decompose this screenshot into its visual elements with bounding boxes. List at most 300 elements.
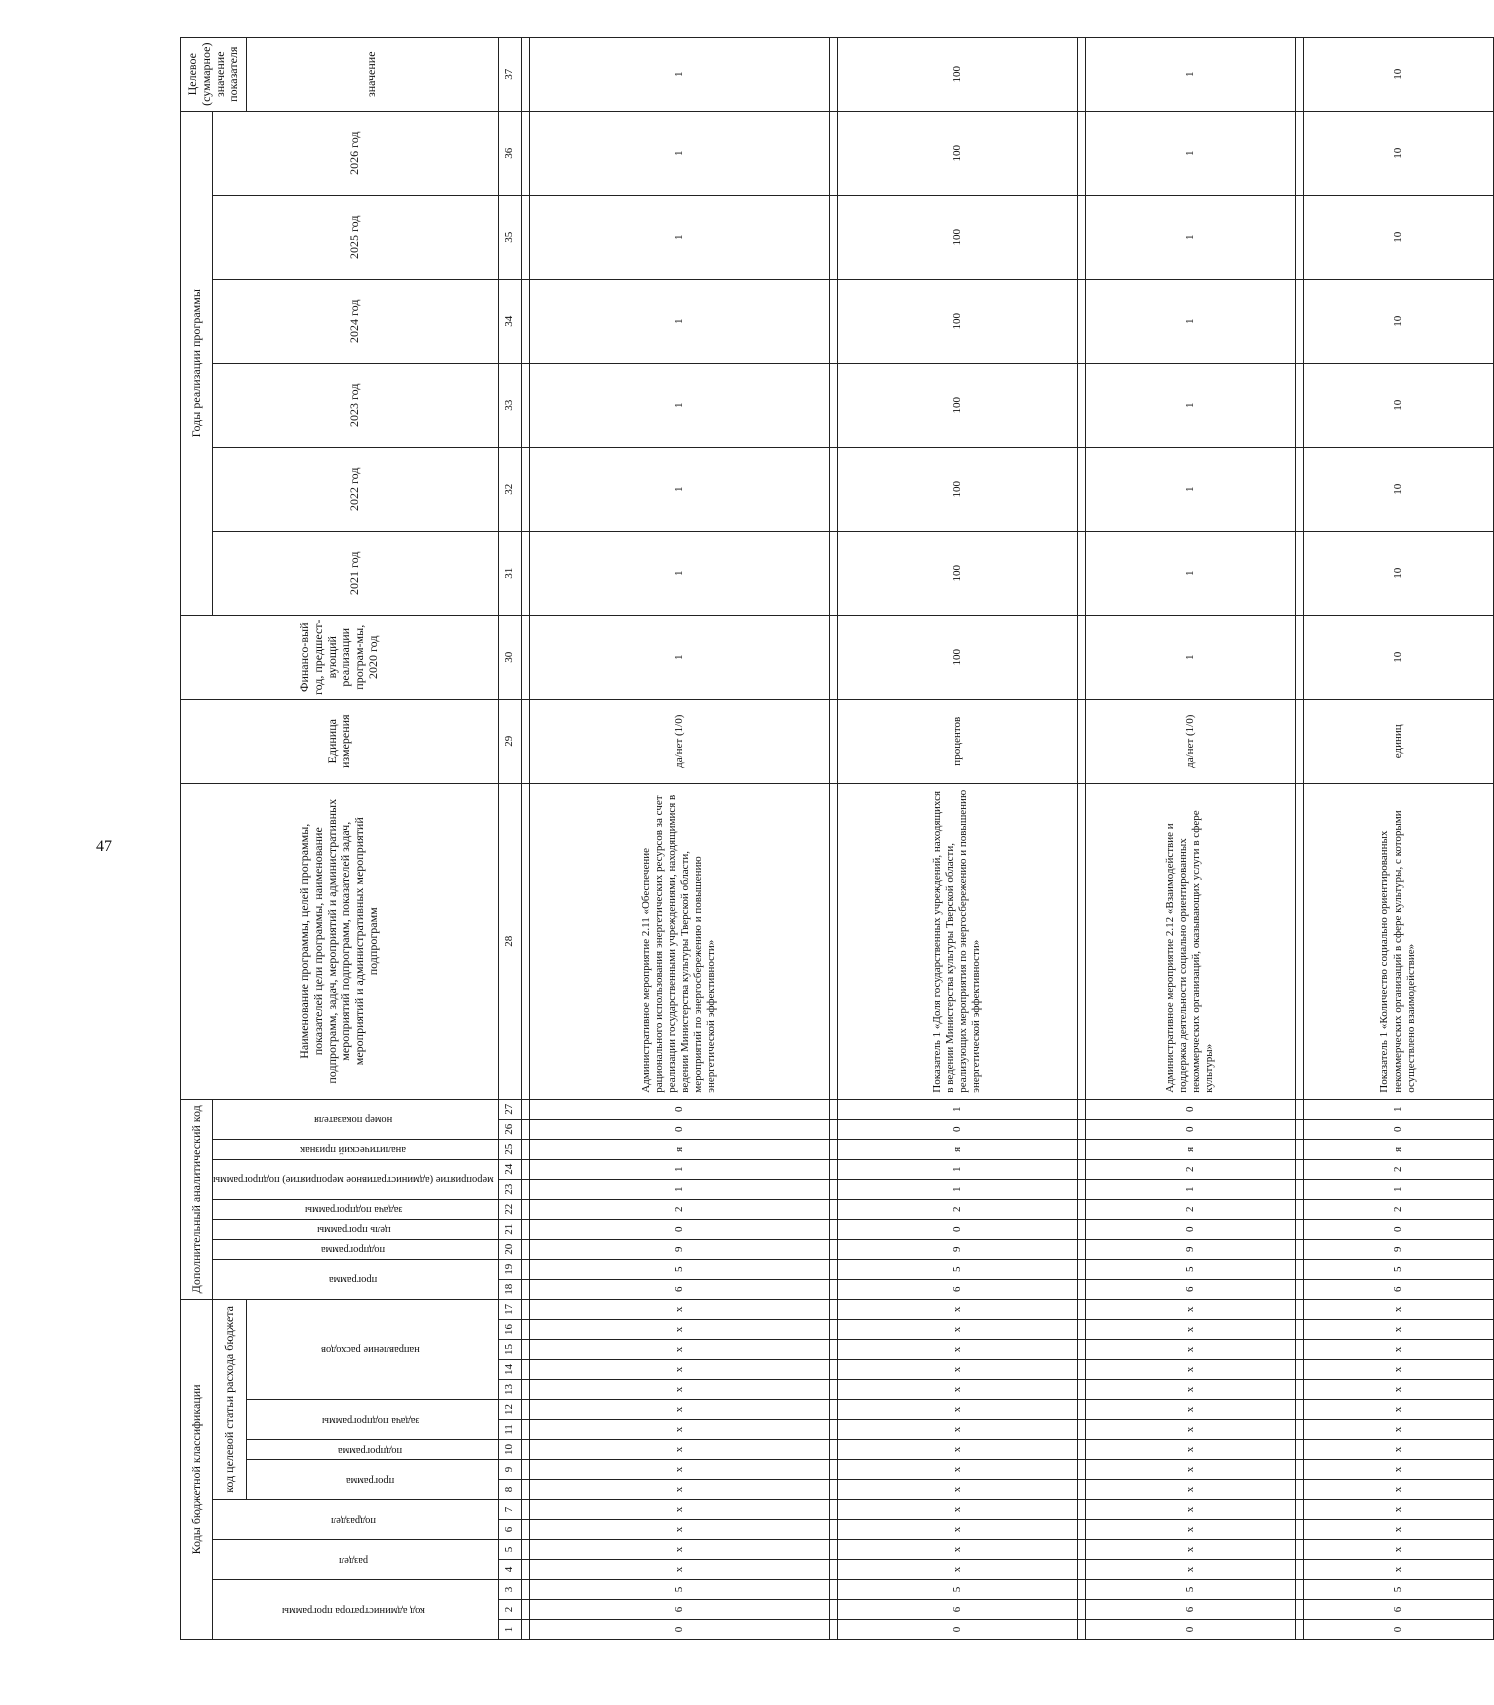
program-indicators-table [180, 37, 1494, 1640]
code-cell: x [837, 1540, 1077, 1560]
row-name: Административное мероприятие 2.12 «Взаимодействие и поддержка деятельности социально ориентированных некоммерческих организаций, оказывающих услуги в сфере культуры» [1085, 783, 1295, 1099]
spacer-cell [1077, 195, 1085, 279]
spacer-cell [1077, 279, 1085, 363]
spacer-cell [521, 1560, 529, 1580]
code-cell: x [1303, 1540, 1493, 1560]
code-cell: x [1303, 1560, 1493, 1580]
spacer-cell [521, 1340, 529, 1360]
spacer-cell [521, 37, 529, 111]
spacer-cell [829, 1580, 837, 1600]
code-cell: 6 [529, 1600, 829, 1620]
value-cell: 100 [837, 615, 1077, 699]
column-number: 32 [498, 447, 521, 531]
code-cell: x [837, 1460, 1077, 1480]
column-number: 5 [498, 1540, 521, 1560]
spacer-cell [829, 1460, 837, 1480]
spacer-cell [829, 1380, 837, 1400]
value-cell: 1 [1085, 531, 1295, 615]
code-cell: 0 [529, 1219, 829, 1239]
spacer-cell [829, 1199, 837, 1219]
value-cell: 1 [529, 111, 829, 195]
spacer-cell [829, 1159, 837, 1179]
column-number: 36 [498, 111, 521, 195]
spacer-cell [829, 1299, 837, 1319]
spacer-cell [521, 1480, 529, 1500]
value-cell: 100 [837, 447, 1077, 531]
column-numbers-row [498, 37, 521, 1639]
spacer-cell [1077, 1320, 1085, 1340]
target-header: Целевое (суммарное) значение показателя [181, 37, 247, 111]
a-subprogram-task-header: задача подпрограммы [213, 1199, 499, 1219]
code-cell: x [1303, 1360, 1493, 1380]
column-number: 15 [498, 1340, 521, 1360]
row-spacer [521, 37, 529, 1639]
code-cell: 6 [1303, 1600, 1493, 1620]
row-name: Административное мероприятие 2.11 «Обеспечение рационального использования энергетических ресурсов за счет реализации государственными учреждениями, находящимися в ведении Министерства культуры Тверской области, мероприятий по энергосбережению и повышению энергетической эффективности» [529, 783, 829, 1099]
code-cell: x [1085, 1320, 1295, 1340]
spacer-cell [1077, 1239, 1085, 1259]
spacer-cell [521, 1440, 529, 1460]
code-cell: 0 [1085, 1119, 1295, 1139]
code-cell: x [1085, 1520, 1295, 1540]
value-cell: 100 [837, 363, 1077, 447]
a-program-goal-header: цель программы [213, 1219, 499, 1239]
code-cell: x [1085, 1560, 1295, 1580]
spacer-cell [521, 1179, 529, 1199]
row-unit: процентов [837, 699, 1077, 783]
code-cell: 0 [529, 1620, 829, 1640]
code-cell: 6 [1085, 1279, 1295, 1299]
code-cell: x [529, 1400, 829, 1420]
code-cell: я [837, 1139, 1077, 1159]
spacer-cell [521, 1119, 529, 1139]
spacer-cell [521, 1400, 529, 1420]
a-indicator-no-header: номер показателя [213, 1099, 499, 1139]
spacer-cell [1295, 1340, 1303, 1360]
column-number: 4 [498, 1560, 521, 1580]
spacer-cell [521, 363, 529, 447]
value-cell: 1 [1085, 37, 1295, 111]
code-cell: 1 [1303, 1179, 1493, 1199]
spacer-cell [1077, 1380, 1085, 1400]
column-number: 24 [498, 1159, 521, 1179]
spacer-cell [829, 1500, 837, 1520]
code-cell: x [1303, 1480, 1493, 1500]
code-cell: x [837, 1500, 1077, 1520]
spacer-cell [829, 1099, 837, 1119]
spacer-cell [1077, 1139, 1085, 1159]
code-cell: 6 [1303, 1279, 1493, 1299]
code-cell: 0 [1303, 1219, 1493, 1239]
spacer-cell [829, 1279, 837, 1299]
code-cell: x [837, 1480, 1077, 1500]
table-row [529, 37, 829, 1639]
spacer-cell [1295, 1560, 1303, 1580]
code-cell: 1 [529, 1159, 829, 1179]
spacer-cell [1077, 1420, 1085, 1440]
year-header-2022: 2022 год [213, 447, 499, 531]
spacer-cell [1077, 1360, 1085, 1380]
code-cell: 0 [1085, 1620, 1295, 1640]
data-rows [521, 37, 1493, 1639]
spacer-cell [1295, 363, 1303, 447]
spacer-cell [521, 1380, 529, 1400]
spacer-cell [1077, 1580, 1085, 1600]
a-program-header: программа [213, 1259, 499, 1299]
column-number: 14 [498, 1360, 521, 1380]
spacer-cell [1077, 1099, 1085, 1119]
code-cell: 5 [1303, 1580, 1493, 1600]
spacer-cell [829, 1179, 837, 1199]
code-cell: x [837, 1400, 1077, 1420]
column-number: 37 [498, 37, 521, 111]
value-cell: 10 [1303, 615, 1493, 699]
column-number: 25 [498, 1139, 521, 1159]
code-cell: x [529, 1299, 829, 1319]
value-cell: 1 [1085, 615, 1295, 699]
spacer-cell [1295, 1119, 1303, 1139]
spacer-cell [1077, 1219, 1085, 1239]
year-header-2023: 2023 год [213, 363, 499, 447]
spacer-cell [521, 1580, 529, 1600]
spacer-cell [1295, 37, 1303, 111]
spacer-cell [521, 1279, 529, 1299]
spacer-cell [1077, 615, 1085, 699]
value-cell: 1 [529, 363, 829, 447]
spacer-cell [1077, 1259, 1085, 1279]
code-cell: 2 [1085, 1199, 1295, 1219]
spacer-cell [829, 783, 837, 1099]
code-cell: x [1085, 1400, 1295, 1420]
code-cell: 9 [1085, 1239, 1295, 1259]
code-cell: 5 [1085, 1580, 1295, 1600]
table-row [837, 37, 1077, 1639]
code-cell: 9 [1303, 1239, 1493, 1259]
spacer-cell [521, 1420, 529, 1440]
page-number: 47 [96, 838, 112, 855]
column-number: 12 [498, 1400, 521, 1420]
spacer-cell [521, 1259, 529, 1279]
code-cell: 1 [837, 1099, 1077, 1119]
code-cell: x [1085, 1540, 1295, 1560]
column-number: 23 [498, 1179, 521, 1199]
spacer-cell [1077, 1299, 1085, 1319]
table-row [1303, 37, 1493, 1639]
code-cell: x [1303, 1460, 1493, 1480]
spacer-cell [521, 1520, 529, 1540]
column-number: 1 [498, 1620, 521, 1640]
spacer-cell [521, 1320, 529, 1340]
value-cell: 1 [1085, 363, 1295, 447]
spacer-cell [1077, 1500, 1085, 1520]
spacer-cell [521, 1099, 529, 1119]
code-cell: x [1085, 1299, 1295, 1319]
code-cell: 1 [529, 1179, 829, 1199]
year-header-2024: 2024 год [213, 279, 499, 363]
column-number: 2 [498, 1600, 521, 1620]
spacer-cell [1295, 1259, 1303, 1279]
code-cell: 5 [837, 1580, 1077, 1600]
spacer-cell [521, 1460, 529, 1480]
value-cell: 10 [1303, 111, 1493, 195]
spacer-cell [1295, 195, 1303, 279]
code-cell: 0 [1303, 1620, 1493, 1640]
code-cell: x [837, 1380, 1077, 1400]
rotated-table-page [180, 42, 1417, 1640]
spacer-cell [521, 279, 529, 363]
row-unit: да/нет (1/0) [1085, 699, 1295, 783]
column-number: 28 [498, 783, 521, 1099]
admin-code-header: код администратора программы [213, 1580, 499, 1640]
code-cell: 6 [1085, 1600, 1295, 1620]
spacer-cell [1295, 1139, 1303, 1159]
code-cell: 0 [1085, 1219, 1295, 1239]
row-spacer [829, 37, 837, 1639]
value-cell: 1 [529, 531, 829, 615]
row-spacer [1295, 37, 1303, 1639]
subprogram-task-header: задача подпрограммы [247, 1400, 499, 1440]
spacer-cell [521, 615, 529, 699]
spacer-cell [521, 1299, 529, 1319]
spacer-cell [1295, 1279, 1303, 1299]
spacer-cell [1295, 1320, 1303, 1340]
spacer-cell [1295, 1580, 1303, 1600]
spacer-cell [1295, 1179, 1303, 1199]
code-cell: x [529, 1340, 829, 1360]
budget-codes-header: Коды бюджетной классификации [181, 1299, 213, 1639]
spacer-cell [1295, 615, 1303, 699]
row-unit: единиц [1303, 699, 1493, 783]
code-cell: x [1085, 1340, 1295, 1360]
spacer-cell [1295, 1500, 1303, 1520]
spacer-cell [1295, 1540, 1303, 1560]
value-cell: 100 [837, 279, 1077, 363]
value-cell: 1 [529, 195, 829, 279]
code-cell: 2 [1085, 1159, 1295, 1179]
code-cell: x [529, 1440, 829, 1460]
spacer-cell [829, 1400, 837, 1420]
value-cell: 10 [1303, 195, 1493, 279]
column-number: 26 [498, 1119, 521, 1139]
fin-year-header: Финансо-вый год, предшест-вующий реализации програм-мы, 2020 год [181, 615, 499, 699]
column-number: 22 [498, 1199, 521, 1219]
section-header: раздел [213, 1540, 499, 1580]
spacer-cell [829, 1340, 837, 1360]
spacer-cell [1295, 1440, 1303, 1460]
column-number: 30 [498, 615, 521, 699]
code-cell: я [529, 1139, 829, 1159]
code-cell: x [837, 1520, 1077, 1540]
code-cell: x [1085, 1480, 1295, 1500]
code-cell: x [529, 1480, 829, 1500]
year-header-2025: 2025 год [213, 195, 499, 279]
expense-direction-header: направление расходов [247, 1299, 499, 1399]
spacer-cell [1295, 1239, 1303, 1259]
code-cell: 1 [837, 1179, 1077, 1199]
spacer-cell [829, 615, 837, 699]
spacer-cell [829, 1420, 837, 1440]
spacer-cell [521, 1600, 529, 1620]
spacer-cell [829, 1520, 837, 1540]
spacer-cell [1077, 531, 1085, 615]
code-cell: 0 [1303, 1119, 1493, 1139]
spacer-cell [1295, 1460, 1303, 1480]
spacer-cell [829, 111, 837, 195]
spacer-cell [1295, 1400, 1303, 1420]
name-header: Наименование программы, целей программы, показателей цели программы, наименование подпрограмм, задач, мероприятий и административных мероприятий подпрограмм, показателей задач, мероприятий и административных мероприятий подпрограмм [181, 783, 499, 1099]
spacer-cell [1295, 1420, 1303, 1440]
code-cell: x [529, 1420, 829, 1440]
code-cell: x [1085, 1360, 1295, 1380]
code-cell: x [1085, 1440, 1295, 1460]
spacer-cell [829, 195, 837, 279]
spacer-cell [1077, 1340, 1085, 1360]
value-cell: 10 [1303, 279, 1493, 363]
spacer-cell [829, 1560, 837, 1580]
code-cell: x [837, 1560, 1077, 1580]
row-unit: да/нет (1/0) [529, 699, 829, 783]
spacer-cell [1077, 1179, 1085, 1199]
year-header-2021: 2021 год [213, 531, 499, 615]
spacer-cell [1077, 1480, 1085, 1500]
spacer-cell [1077, 1620, 1085, 1640]
code-cell: x [1303, 1380, 1493, 1400]
a-subprogram-header: подпрограмма [213, 1239, 499, 1259]
code-cell: 0 [1085, 1099, 1295, 1119]
value-cell: 1 [529, 615, 829, 699]
spacer-cell [1077, 699, 1085, 783]
spacer-cell [521, 1360, 529, 1380]
column-number: 27 [498, 1099, 521, 1119]
spacer-cell [829, 1239, 837, 1259]
code-cell: 2 [1303, 1159, 1493, 1179]
value-cell: 100 [837, 531, 1077, 615]
code-cell: 2 [529, 1199, 829, 1219]
value-cell: 10 [1303, 363, 1493, 447]
years-group-header: Годы реализации программы [181, 111, 213, 615]
column-number: 31 [498, 531, 521, 615]
code-cell: 5 [529, 1580, 829, 1600]
code-cell: 6 [529, 1279, 829, 1299]
code-cell: 0 [837, 1620, 1077, 1640]
spacer-cell [1077, 111, 1085, 195]
spacer-cell [1295, 1099, 1303, 1119]
code-cell: x [837, 1360, 1077, 1380]
code-cell: x [837, 1299, 1077, 1319]
spacer-cell [829, 1139, 837, 1159]
spacer-cell [829, 447, 837, 531]
code-cell: x [529, 1380, 829, 1400]
code-cell: 1 [1303, 1099, 1493, 1119]
spacer-cell [521, 1620, 529, 1640]
spacer-cell [1077, 1440, 1085, 1460]
code-cell: 5 [837, 1259, 1077, 1279]
spacer-cell [1077, 1520, 1085, 1540]
code-cell: 0 [529, 1119, 829, 1139]
value-cell: 1 [1085, 111, 1295, 195]
column-number: 18 [498, 1279, 521, 1299]
spacer-cell [1295, 1219, 1303, 1239]
analytic-code-header: Дополнительный аналитический код [181, 1099, 213, 1299]
spacer-cell [521, 783, 529, 1099]
code-cell: x [837, 1320, 1077, 1340]
code-cell: x [1303, 1400, 1493, 1420]
code-cell: 9 [529, 1239, 829, 1259]
spacer-cell [829, 1540, 837, 1560]
value-cell: 100 [837, 195, 1077, 279]
value-cell: 10 [1303, 37, 1493, 111]
spacer-cell [1295, 111, 1303, 195]
spacer-cell [1295, 1520, 1303, 1540]
column-number: 6 [498, 1520, 521, 1540]
a-measure-header: мероприятие (административное мероприятие) подпрограммы [213, 1159, 499, 1199]
spacer-cell [521, 1219, 529, 1239]
spacer-cell [1077, 1460, 1085, 1480]
code-cell: x [1303, 1340, 1493, 1360]
spacer-cell [829, 531, 837, 615]
code-cell: x [529, 1320, 829, 1340]
spacer-cell [829, 363, 837, 447]
spacer-cell [1295, 1380, 1303, 1400]
column-number: 9 [498, 1460, 521, 1480]
spacer-cell [829, 1119, 837, 1139]
code-cell: 1 [837, 1159, 1077, 1179]
value-cell: 1 [1085, 195, 1295, 279]
spacer-cell [1295, 1360, 1303, 1380]
code-cell: 5 [1085, 1259, 1295, 1279]
column-number: 29 [498, 699, 521, 783]
code-cell: x [1085, 1380, 1295, 1400]
code-cell: x [1303, 1500, 1493, 1520]
value-cell: 10 [1303, 531, 1493, 615]
value-cell: 10 [1303, 447, 1493, 531]
code-cell: 2 [837, 1199, 1077, 1219]
code-cell: x [1303, 1440, 1493, 1460]
spacer-cell [521, 1199, 529, 1219]
unit-header: Единица измерения [181, 699, 499, 783]
spacer-cell [1077, 1159, 1085, 1179]
spacer-cell [1077, 447, 1085, 531]
column-number: 34 [498, 279, 521, 363]
code-cell: 2 [1303, 1199, 1493, 1219]
column-number: 21 [498, 1219, 521, 1239]
spacer-cell [521, 531, 529, 615]
value-cell: 1 [529, 447, 829, 531]
value-cell: 1 [529, 37, 829, 111]
spacer-cell [1077, 1400, 1085, 1420]
spacer-cell [1295, 1620, 1303, 1640]
column-number: 20 [498, 1239, 521, 1259]
spacer-cell [1295, 1299, 1303, 1319]
year-header-2026: 2026 год [213, 111, 499, 195]
code-cell: x [529, 1500, 829, 1520]
code-cell: x [1303, 1299, 1493, 1319]
spacer-cell [829, 37, 837, 111]
spacer-cell [829, 1480, 837, 1500]
column-number: 8 [498, 1480, 521, 1500]
spacer-cell [1077, 1540, 1085, 1560]
target-article-header: код целевой статьи расхода бюджета [213, 1299, 247, 1499]
spacer-cell [1295, 1480, 1303, 1500]
code-cell: 0 [837, 1219, 1077, 1239]
spacer-cell [1295, 447, 1303, 531]
code-cell: 9 [837, 1239, 1077, 1259]
program-header: программа [247, 1460, 499, 1500]
spacer-cell [829, 1320, 837, 1340]
column-number: 16 [498, 1320, 521, 1340]
value-cell: 1 [1085, 447, 1295, 531]
value-cell: 100 [837, 111, 1077, 195]
